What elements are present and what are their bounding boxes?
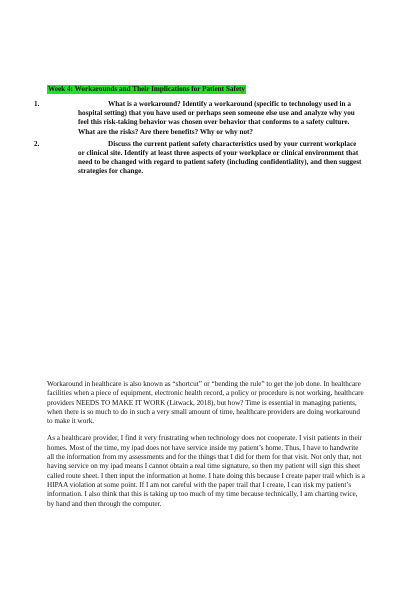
question-number: 1.: [34, 100, 40, 108]
question-text: Discuss the current patient safety characteristics used by your current workplace or clinical site. Identify at least three aspects of your workplace or clinical environment that need to be changed with regard to patient safety (including confidentiality), and then suggest strategies for change.: [78, 139, 362, 176]
question-item: [34, 100, 364, 137]
question-text: What is a workaround? Identify a workaround (specific to technology used in a hospital setting) that you have used or perhaps seen someone else use and analyze why you feel this risk-taking behavior was chosen over behavior that conforms to a safety culture. What are the risks? Are there benefits? Why or why not?: [78, 100, 355, 136]
paragraph: Workaround in healthcare is also known as “shortcut” or “bending the rule” to get the job done. In healthcare facilities when a piece of equipment, electronic health record, a policy or procedure is not working, healthcare providers NEEDS TO MAKE IT WORK (Litwack, 2018), but how? Time is essential in managing patients, when there is so much to do in such a very small amount of time, healthcare providers are doing workaround to make it work.: [47, 380, 364, 426]
assignment-heading: Week 4: Workarounds and Their Implications for Patient Safety: [48, 85, 246, 93]
paragraph: As a healthcare provider, I find it very frustrating when technology does not cooperate. I visit patients in their homes. Most of the time, my ipad does not have service inside my patient’s home. Thus, I have to handwrite all the information from my assessments and for the things that I did for them for that visit. Not only that, not having service on my ipad means I cannot obtain a real time signature, so then my patient will sign this sheet called route sheet. I then input the information at home. I hate doing this because I create paper trail which is a HIPAA violation at some point. If I am not careful with the paper trail that I create, I can risk my patient’s information. I also think that this is taking up too much of my time because technically, I am charting twice, by hand and then through the computer.: [47, 434, 365, 508]
response-body: [47, 380, 365, 517]
question-number: 2.: [34, 139, 40, 148]
question-list: [34, 100, 364, 180]
question-item: [34, 140, 364, 177]
